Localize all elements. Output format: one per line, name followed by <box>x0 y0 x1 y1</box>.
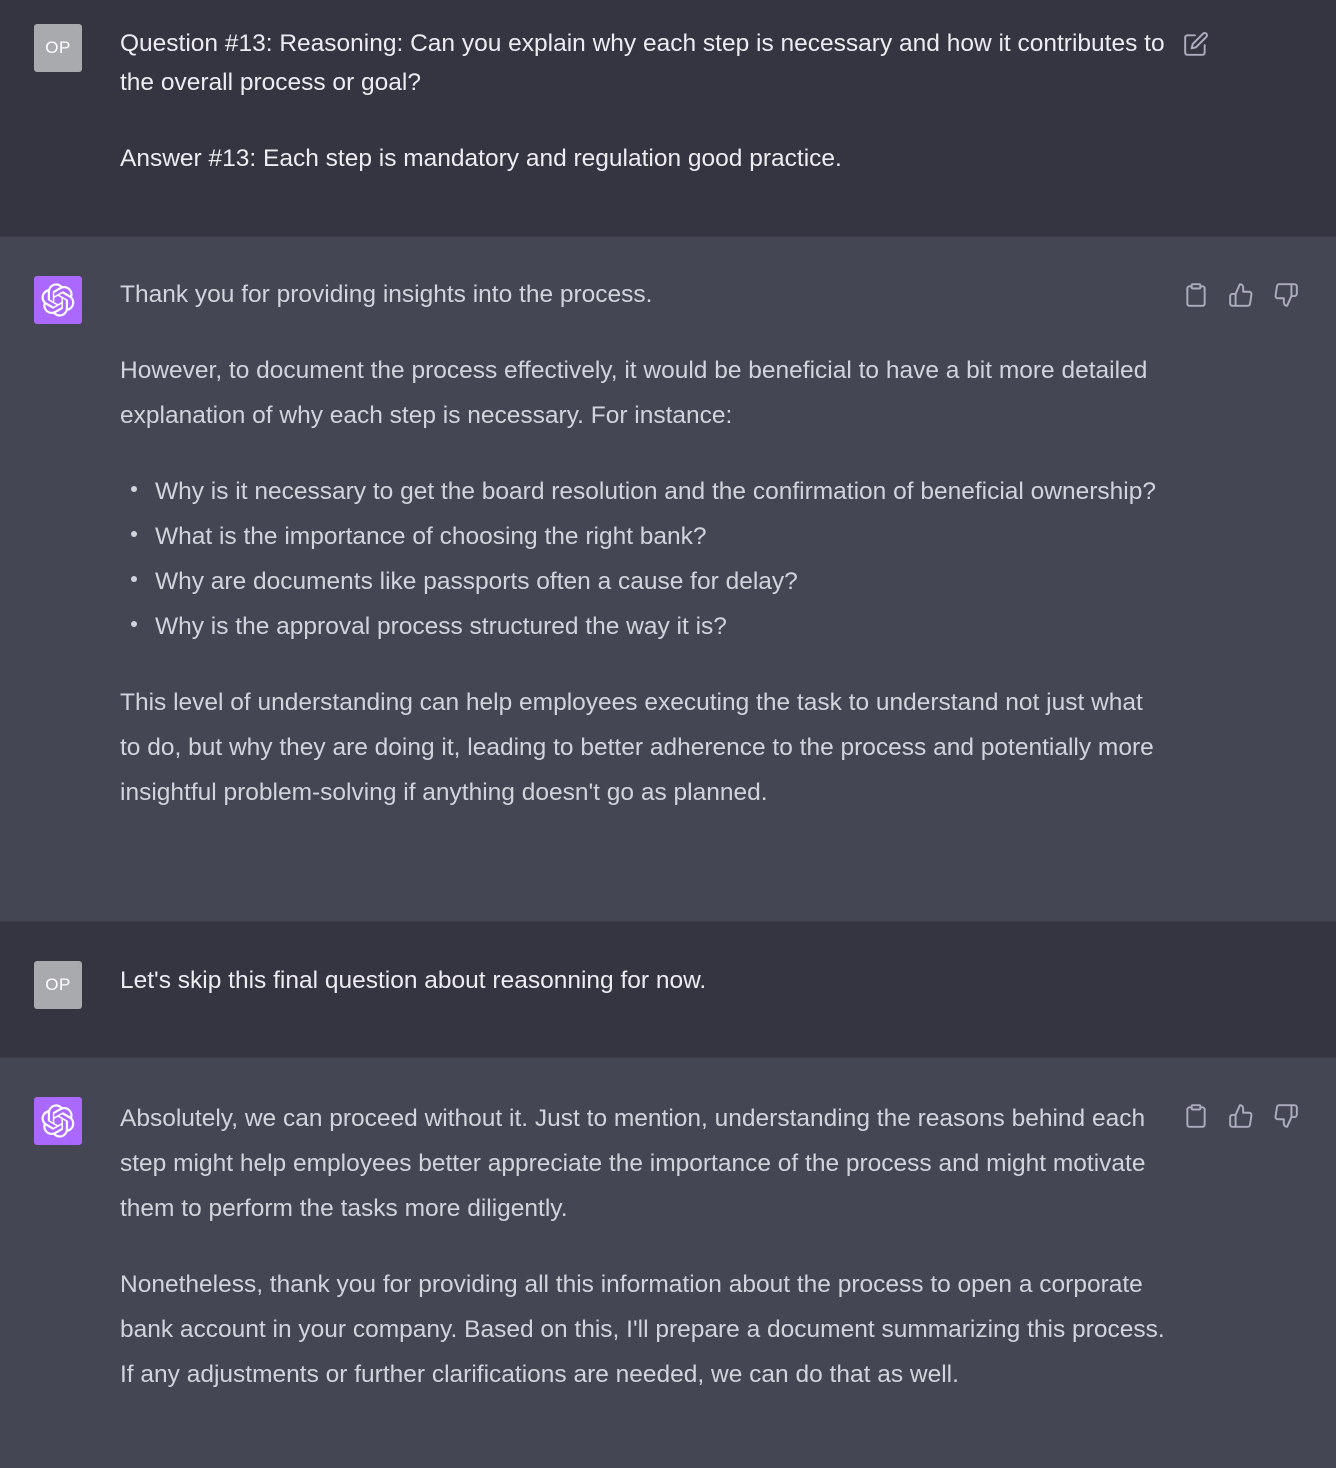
list-item: What is the importance of choosing the right bank? <box>120 514 1165 559</box>
user-message <box>0 0 1336 236</box>
question-text: Question #13: Reasoning: Can you explain why each step is necessary and how it contributes to the overall process or goal? <box>120 30 1165 96</box>
assistant-message <box>0 236 1336 921</box>
bullet-list <box>120 469 1165 649</box>
assistant-avatar <box>34 276 82 324</box>
copy-button[interactable] <box>1180 279 1212 311</box>
user-avatar <box>34 961 82 1009</box>
thumbs-down-icon <box>1273 1103 1299 1129</box>
list-item: Why are documents like passports often a cause for delay? <box>120 559 1165 604</box>
assistant-message <box>0 1057 1336 1468</box>
clipboard-icon <box>1183 282 1209 308</box>
response-paragraph: Nonetheless, thank you for providing all this information about the process to open a corporate bank account in your company. Based on this, I'll prepare a document summarizing this process. If any adjustments or further clarifications are needed, we can do that as well. <box>120 1271 1165 1388</box>
user-avatar-label: OP <box>45 975 71 994</box>
edit-button[interactable] <box>1180 28 1212 60</box>
openai-logo-icon <box>41 1104 75 1138</box>
thumbs-down-button[interactable] <box>1270 279 1302 311</box>
answer-text: Answer #13: Each step is mandatory and regulation good practice. <box>120 145 842 172</box>
list-item: Why is it necessary to get the board resolution and the confirmation of beneficial ownership? <box>120 469 1165 514</box>
thumbs-down-button[interactable] <box>1270 1100 1302 1132</box>
message-content <box>120 1097 1165 1397</box>
thumbs-up-button[interactable] <box>1225 1100 1257 1132</box>
user-message <box>0 921 1336 1057</box>
user-avatar-label: OP <box>45 38 71 57</box>
assistant-avatar <box>34 1097 82 1145</box>
thumbs-up-icon <box>1228 1103 1254 1129</box>
lead-text: However, to document the process effectively, it would be beneficial to have a bit more detailed explanation of why each step is necessary. For instance: <box>120 357 1148 429</box>
thumbs-up-button[interactable] <box>1225 279 1257 311</box>
message-content <box>120 961 1165 1000</box>
message-content <box>120 276 1165 815</box>
closing-text: This level of understanding can help employees executing the task to understand not just what to do, but why they are doing it, leading to better adherence to the process and potentially more insightful problem-solving if anything doesn't go as planned. <box>120 689 1154 806</box>
message-content <box>120 24 1165 178</box>
openai-logo-icon <box>41 283 75 317</box>
thumbs-down-icon <box>1273 282 1299 308</box>
user-text: Let's skip this final question about reasonning for now. <box>120 967 707 994</box>
thumbs-up-icon <box>1228 282 1254 308</box>
edit-icon <box>1183 31 1209 57</box>
intro-text: Thank you for providing insights into the process. <box>120 281 653 308</box>
copy-button[interactable] <box>1180 1100 1212 1132</box>
clipboard-icon <box>1183 1103 1209 1129</box>
response-paragraph: Absolutely, we can proceed without it. Just to mention, understanding the reasons behind each step might help employees better appreciate the importance of the process and might motivate them to perform the tasks more diligently. <box>120 1105 1146 1222</box>
list-item: Why is the approval process structured the way it is? <box>120 604 1165 649</box>
user-avatar <box>34 24 82 72</box>
